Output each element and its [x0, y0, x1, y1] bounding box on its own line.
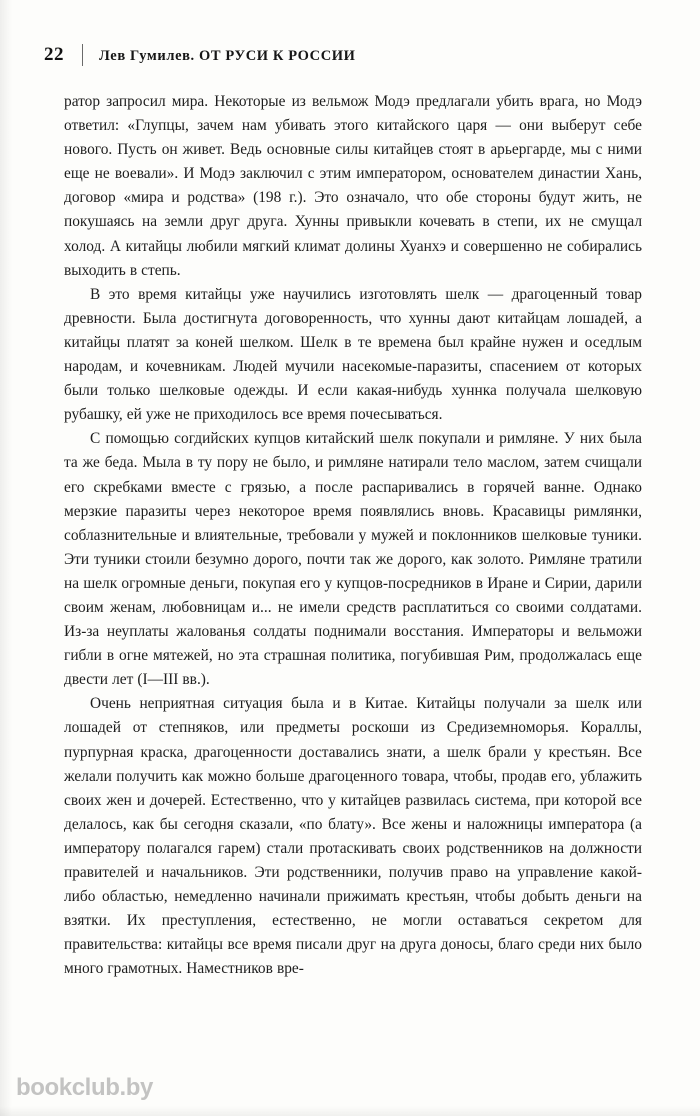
page-edge-shadow-bottom: [0, 1106, 700, 1116]
body-text: [64, 90, 642, 981]
paragraph: Очень неприятная ситуация была и в Китае. Китайцы получали за шелк или лошадей от степняков, или предметы роскоши из Средиземноморья. Кораллы, пурпурная краска, драгоценности доставались знати, а шелк брали у крестьян. Все желали получить как можно больше драгоценного товара, чтобы, продав его, ублажить своих жен и дочерей. Естественно, что у китайцев развилась система, при которой все делалось, как бы сегодня сказали, «по блату». Все жены и наложницы императора (а императору полагался гарем) стали протаскивать своих родственников на должности правителей и начальников. Эти родственники, получив право на управление какой-либо областью, немедленно начинали прижимать крестьян, чтобы добыть деньги на взятки. Их преступления, естественно, не могли оставаться секретом для правительства: китайцы все время писали друг на друга доносы, благо среди них было много грамотных. Наместников вре-: [64, 695, 642, 978]
running-title: Лев Гумилев. ОТ РУСИ К РОССИИ: [99, 48, 356, 64]
paragraph: ратор запросил мира. Некоторые из вельмож Модэ предлагали убить врага, но Модэ ответил: «Глупцы, зачем нам убивать этого китайского царя — они выберут себе нового. Пусть он живет. Ведь основные силы китайцев стоят в арьергарде, мы с ними еще не воевали». И Модэ заключил с этим императором, основателем династии Хань, договор «мира и родства» (198 г.). Это означало, что обе стороны будут жить, не покушаясь на земли друг друга. Хунны привыкли кочевать в степи, их не смущал холод. А китайцы любили мягкий климат долины Хуанхэ и совершенно не собирались выходить в степь.: [64, 93, 642, 279]
paragraph: С помощью согдийских купцов китайский шелк покупали и римляне. У них была та же беда. Мыла в ту пору не было, и римляне натирали тело маслом, затем счищали его скребками вместе с грязью, а после распаривались в горячей ванне. Однако мерзкие паразиты через некоторое время появлялись вновь. Красавицы римлянки, соблазнительные и влиятельные, требовали у мужей и поклонников шелковые туники. Эти туники стоили безумно дорого, почти так же дорого, как золото. Римляне тратили на шелк огромные деньги, покупая его у купцов-посредников в Иране и Сирии, дарили своим женам, любовницам и... не имели средств расплатиться со своими солдатами. Из-за неуплаты жалованья солдаты поднимали восстания. Императоры и вельможи гибли в огне мятежей, но эта страшная политика, погубившая Рим, продолжалась еще двести лет (I—III вв.).: [64, 430, 642, 689]
paragraph: В это время китайцы уже научились изготовлять шелк — драгоценный товар древности. Была достигнута договоренность, что хунны дают китайцам лошадей, а китайцы платят за коней шелком. Шелк в те времена был крайне нужен и оседлым народам, и кочевникам. Людей мучили насекомые-паразиты, спасением от которых были только шелковые одежды. И если какая-нибудь хуннка получала шелковую рубашку, ей уже не приходилось все время почесываться.: [64, 285, 642, 424]
watermark: bookclub.by: [16, 1074, 153, 1101]
page-number: 22: [44, 44, 64, 65]
page-header: [44, 44, 656, 66]
header-divider: [82, 44, 83, 66]
page-edge-shadow-left: [0, 0, 12, 1116]
